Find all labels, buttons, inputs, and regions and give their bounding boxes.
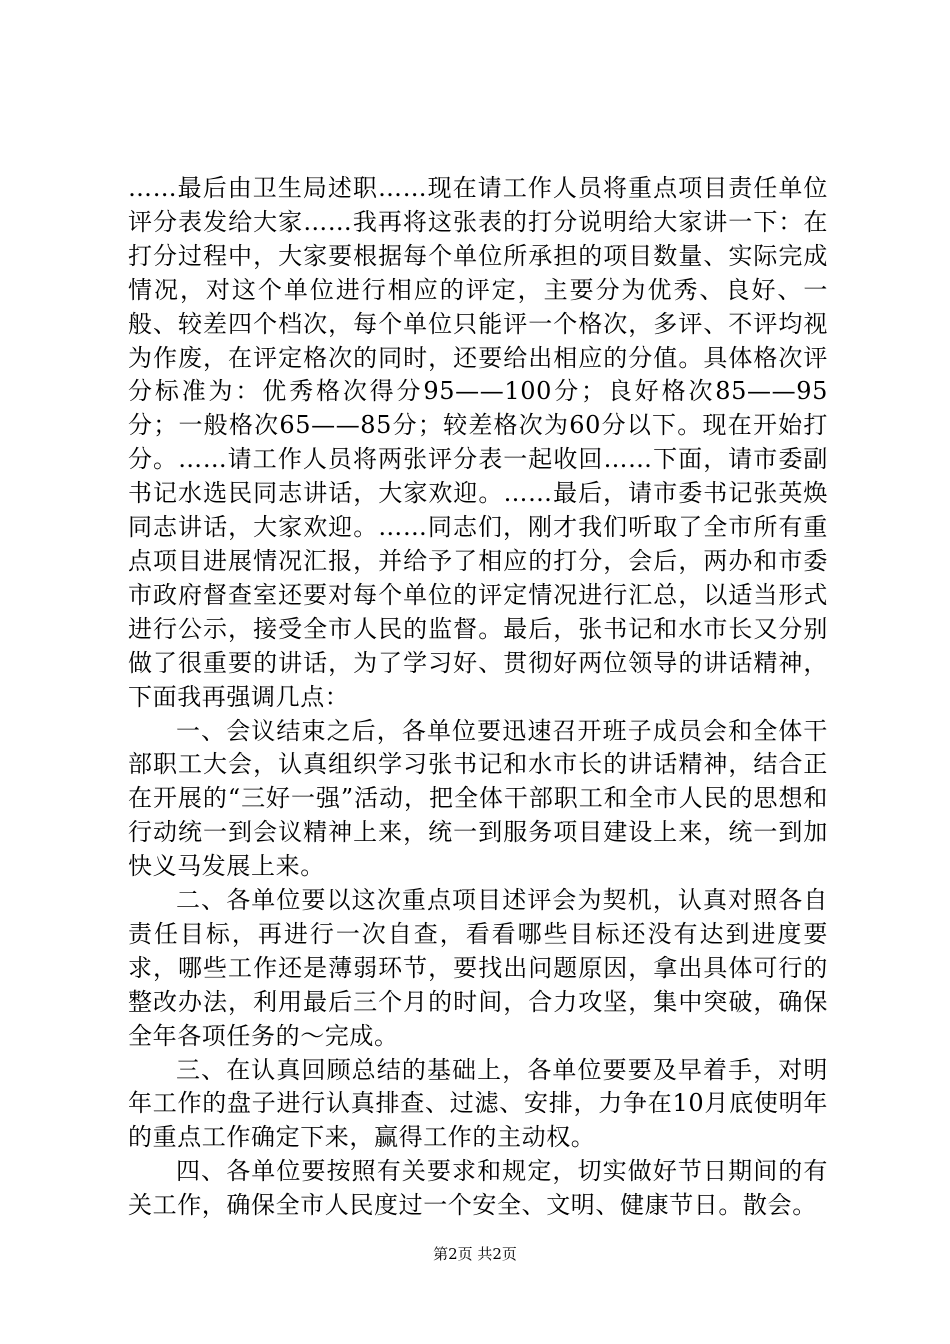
document-body bbox=[128, 172, 828, 1223]
paragraph-4: 三、在认真回顾总结的基础上，各单位要要及早着手，对明年工作的盘子进行认真排查、过滤、安排，力争在10月底使明年的重点工作确定下来，赢得工作的主动权。 bbox=[128, 1055, 828, 1152]
paragraph-5: 四、各单位要按照有关要求和规定，切实做好节日期间的有关工作，确保全市人民度过一个安全、文明、健康节日。散会。 bbox=[128, 1157, 828, 1220]
page-footer: 第2页 共2页 bbox=[433, 1245, 517, 1263]
paragraph-2: 一、会议结束之后，各单位要迅速召开班子成员会和全体干部职工大会，认真组织学习张书记和水市长的讲话精神，结合正在开展的“三好一强”活动，把全体干部职工和全市人民的思想和行动统一到会议精神上来，统一到服务项目建设上来，统一到加快义马发展上来。 bbox=[128, 716, 828, 881]
paragraph-1: ……最后由卫生局述职……现在请工作人员将重点项目责任单位评分表发给大家……我再将这张表的打分说明给大家讲一下：在打分过程中，大家要根据每个单位所承担的项目数量、实际完成情况，对这个单位进行相应的评定，主要分为优秀、良好、一般、较差四个档次，每个单位只能评一个格次，多评、不评均视为作废，在评定格次的同时，还要给出相应的分值。具体格次评分标准为：优秀格次得分95——100分；良好格次85——95分；一般格次65——85分；较差格次为60分以下。现在开始打分。……请工作人员将两张评分表一起收回……下面，请市委副书记水选民同志讲话，大家欢迎。……最后，请市委书记张英焕同志讲话，大家欢迎。……同志们，刚才我们听取了全市所有重点项目进展情况汇报，并给予了相应的打分，会后，两办和市委市政府督查室还要对每个单位的评定情况进行汇总，以适当形式进行公示，接受全市人民的监督。最后，张书记和水市长又分别做了很重要的讲话，为了学习好、贯彻好两位领导的讲话精神，下面我再强调几点： bbox=[128, 174, 828, 711]
paragraph-3: 二、各单位要以这次重点项目述评会为契机，认真对照各自责任目标，再进行一次自查，看看哪些目标还没有达到进度要求，哪些工作还是薄弱环节，要找出问题原因，拿出具体可行的整改办法，利用最后三个月的时间，合力攻坚，集中突破，确保全年各项任务的～完成。 bbox=[128, 886, 828, 1050]
